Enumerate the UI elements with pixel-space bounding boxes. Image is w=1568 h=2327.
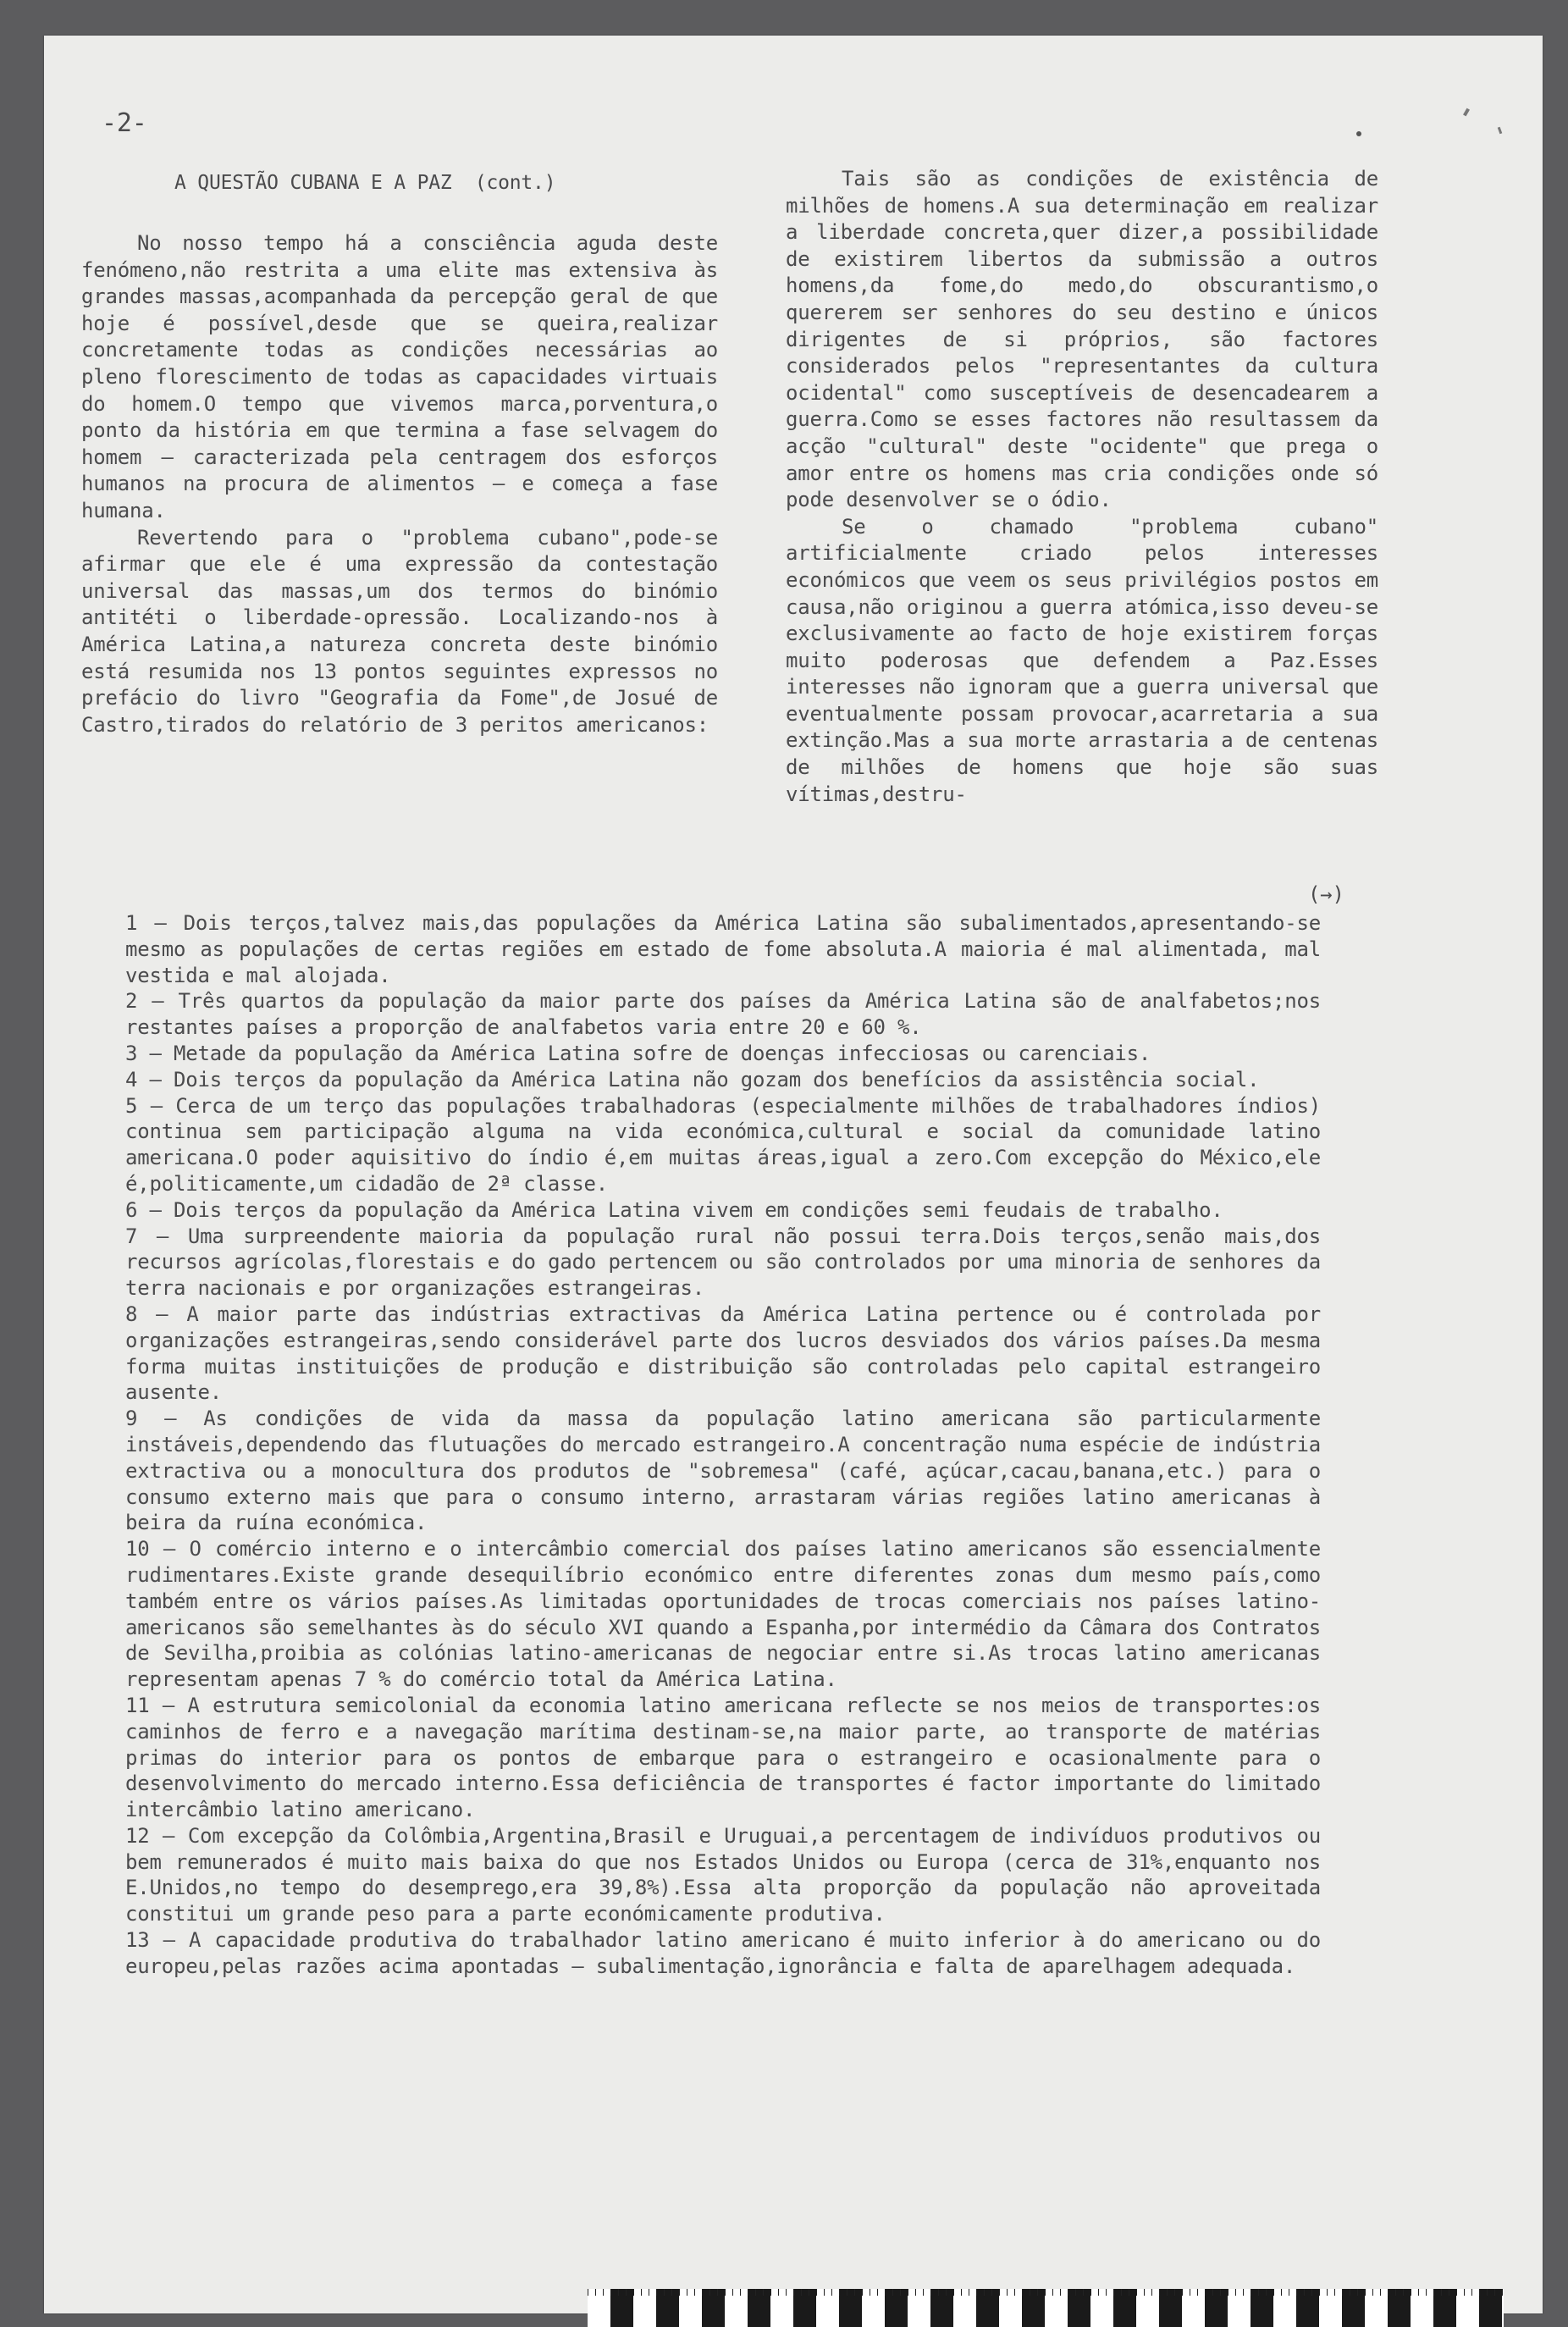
left-paragraph-2: Revertendo para o "problema cubano",pode-se afirmar que ele é uma expressão da contestação universal das massas,um dos termos do binómio antitéti o liberdade-opressão. Localizando-nos à América Latina,a natureza concreta deste binómio está resumida nos 13 pontos seguintes expressos no prefácio do livro "Geografia da Fome",de Josué de Castro,tirados do relatório de 3 peritos americanos: <box>81 525 718 737</box>
point-item-2: 2 – Três quartos da população da maior parte dos países da América Latina são de analfabetos;nos restantes países a proporção de analfabetos varia entre 20 e 60 %. <box>125 989 1321 1040</box>
point-item-5: 5 – Cerca de um terço das populações trabalhadoras (especialmente milhões de trabalhadores índios) continua sem participação alguma na vida económica,cultural e social da comunidade latino americana.O poder aquisitivo do índio é,em muitas áreas,igual a zero.Com excepção do México,ele é,politicamente,um cidadão de 2ª classe. <box>125 1093 1321 1196</box>
point-item-12: 12 – Com excepção da Colômbia,Argentina,Brasil e Uruguai,a percentagem de indivíduos produtivos ou bem remunerados é muito mais baixa do que nos Estados Unidos ou Europa (cerca de 31%,enquanto nos E.Unidos,no tempo do desemprego,era 39,8%).Essa alta proporção da população não aproveitada constitui um grande peso para a parte económicamente produtiva. <box>125 1823 1321 1926</box>
right-paragraph-2: Se o chamado "problema cubano" artificialmente criado pelos interesses económicos que veem os seus privilégios postos em causa,não originou a guerra atómica,isso deveu-se exclusivamente ao facto de hoje existirem forças muito poderosas que defendem a Paz.Esses interesses não ignoram que a guerra universal que eventualmente possam provocar,acarretaria a sua extinção.Mas a sua morte arrastaria a de centenas de milhões de homens que hoje são suas vítimas,destru- <box>786 514 1378 806</box>
right-paragraph-1: Tais são as condições de existência de milhões de homens.A sua determinação em realizar a liberdade concreta,quer dizer,a possibilidade de existirem libertos da submissão a outros homens,da fome,do medo,do obscurantismo,o quererem ser senhores do seu destino e únicos dirigentes de si próprios, são factores considerados pelos "representantes da cultura ocidental" como susceptíveis de desencadearem a guerra.Como se esses factores não resultassem da acção "cultural" deste "ocidente" que prega o amor entre os homens mas cria condições onde só pode desenvolver se o ódio. <box>786 167 1378 512</box>
point-item-8: 8 – A maior parte das indústrias extractivas da América Latina pertence ou é controlada por organizações estrangeiras,sendo considerável parte dos lucros desviados dos vários países.Da mesma forma muitas instituições de produção e distribuição são controladas pelo capital estrangeiro ausente. <box>125 1302 1321 1405</box>
point-item-13: 13 – A capacidade produtiva do trabalhador latino americano é muito inferior à do americano ou do europeu,pelas razões acima apontadas – subalimentação,ignorância e falta de aparelhagem adequada. <box>125 1928 1321 1978</box>
numbered-points-list <box>125 910 1321 1980</box>
article-heading: A QUESTÃO CUBANA E A PAZ (cont.) <box>174 172 556 194</box>
point-item-7: 7 – Uma surpreendente maioria da população rural não possui terra.Dois terços,senão mais,dos recursos agrícolas,florestais e do gado pertencem ou são controlados por uma minoria de senhores da terra nacionais e por organizações estrangeiras. <box>125 1224 1321 1301</box>
point-item-11: 11 – A estrutura semicolonial da economia latino americana reflecte se nos meios de transportes:os caminhos de ferro e a navegação marítima destinam-se,na maior parte, ao transporte de matérias primas do interior para os pontos de embarque para o estrangeiro e ocasionalmente para o desenvolvimento do mercado interno.Essa deficiência de transportes é factor importante do limitado intercâmbio latino americano. <box>125 1693 1321 1822</box>
left-column <box>81 169 718 738</box>
left-paragraph-1: No nosso tempo há a consciência aguda deste fenómeno,não restrita a uma elite mas extensiva às grandes massas,acompanhada da percepção geral de que hoje é possível,desde que se queira,realizar concretamente todas as condições necessárias ao pleno florescimento de todas as capacidades virtuais do homem.O tempo que vivemos marca,porventura,o ponto da história em que termina a fase selvagem do homem – caracterizada pela centragem dos esforços humanos na procura de alimentos – e começa a fase humana. <box>81 231 718 522</box>
point-item-10: 10 – O comércio interno e o intercâmbio comercial dos países latino americanos são essencialmente rudimentares.Existe grande desequilíbrio económico entre diferentes zonas dum mesmo país,como também entre os vários países.As limitadas oportunidades de trocas comerciais nos países latino-americanos são semelhantes às do século XVI quando a Espanha,por intermédio da Câmara dos Contratos de Sevilha,proibia as colónias latino-americanas de negociar entre si.As trocas latino americanas representam apenas 7 % do comércio total da América Latina. <box>125 1537 1321 1692</box>
page-number: -2- <box>102 108 147 138</box>
right-column <box>786 166 1378 808</box>
continuation-mark: (→) <box>1308 882 1344 906</box>
ink-dot <box>1356 131 1361 136</box>
point-item-4: 4 – Dois terços da população da América Latina não gozam dos benefícios da assistência social. <box>125 1067 1260 1092</box>
point-item-6: 6 – Dois terços da população da América Latina vivem em condições semi feudais de trabalho. <box>125 1197 1223 1222</box>
point-item-1: 1 – Dois terços,talvez mais,das populações da América Latina são subalimentados,apresentando-se mesmo as populações de certas regiões em estado de fome absoluta.A maioria é mal alimentada, mal vestida e mal alojada. <box>125 911 1321 987</box>
point-item-3: 3 – Metade da população da América Latina sofre de doenças infecciosas ou carenciais. <box>125 1041 1151 1065</box>
scale-ruler <box>588 2289 1504 2327</box>
point-item-9: 9 – As condições de vida da massa da população latino americana são particularmente instáveis,dependendo das flutuações do mercado estrangeiro.A concentração numa espécie de indústria extractiva ou a monocultura dos produtos de "sobremesa" (café, açúcar,cacau,banana,etc.) para o consumo externo mais que para o consumo interno, arrastaram várias regiões latino americanas à beira da ruína económica. <box>125 1407 1321 1535</box>
